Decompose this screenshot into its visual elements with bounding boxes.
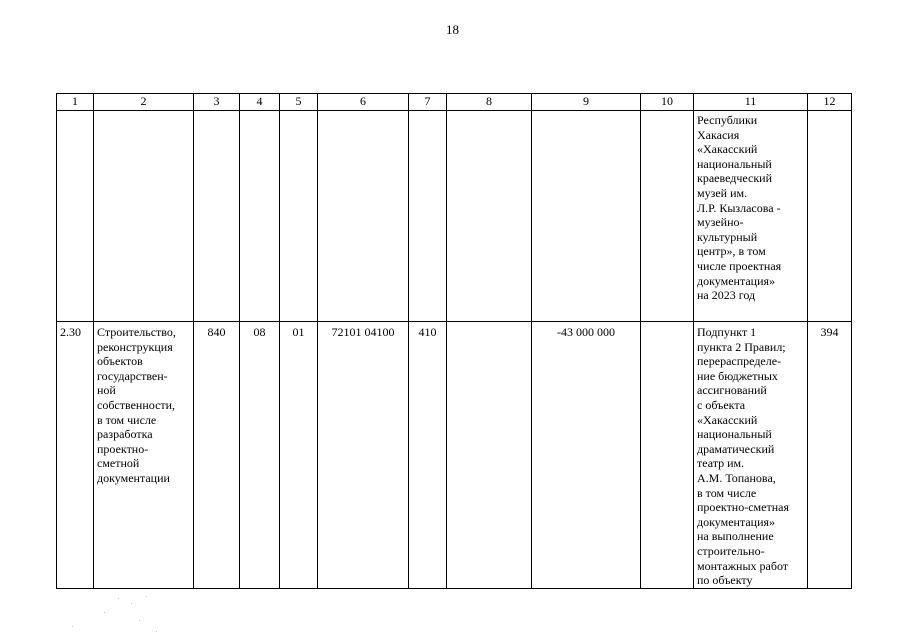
cell-empty <box>641 111 694 322</box>
text-line: пункта 2 Правил; <box>697 339 786 354</box>
text-line: «Хакасский <box>697 412 758 427</box>
text-line: документации <box>97 470 170 485</box>
text-line: в том числе <box>97 412 157 427</box>
header-col-5: 5 <box>280 94 318 111</box>
cell-col-5: 01 <box>280 322 318 589</box>
header-col-8: 8 <box>447 94 532 111</box>
text-line: собственности, <box>97 397 176 412</box>
table-row-2-30 <box>57 322 852 589</box>
cell-empty <box>409 111 447 322</box>
header-col-10: 10 <box>641 94 694 111</box>
text-line: «Хакасский <box>697 142 758 157</box>
header-col-4: 4 <box>240 94 280 111</box>
cell-empty <box>318 111 409 322</box>
cell-row-number: 2.30 <box>57 322 94 589</box>
cell-basis <box>694 322 808 589</box>
cell-col-10 <box>641 322 694 589</box>
text-line: с объекта <box>697 397 746 412</box>
text-line: краеведческий <box>697 171 773 186</box>
text-line: музей им. <box>697 185 748 200</box>
cell-col-3: 840 <box>194 322 240 589</box>
text-line: монтажных работ <box>697 558 789 573</box>
text-line: национальный <box>697 156 772 171</box>
text-line: объектов <box>97 354 143 369</box>
cell-col-12: 394 <box>808 322 852 589</box>
text-line: Л.Р. Кызласова - <box>697 200 781 215</box>
cell-empty <box>240 111 280 322</box>
text-line: проектно-сметная <box>697 500 789 515</box>
cell-col-6: 72101 04100 <box>318 322 409 589</box>
cell-basis-continued <box>694 111 808 322</box>
text-line: разработка <box>97 427 153 442</box>
scan-artifact <box>139 620 140 621</box>
scan-artifact <box>118 598 119 599</box>
cell-empty <box>280 111 318 322</box>
text-line: в том числе <box>697 485 757 500</box>
cell-empty <box>447 111 532 322</box>
text-line: сметной <box>97 456 140 471</box>
scan-artifact <box>131 603 132 604</box>
header-col-7: 7 <box>409 94 447 111</box>
text-line: проектно- <box>97 441 149 456</box>
header-col-1: 1 <box>57 94 94 111</box>
page-number: 18 <box>446 22 459 37</box>
text-line: центр», в том <box>697 244 766 259</box>
cell-empty <box>57 111 94 322</box>
cell-empty <box>194 111 240 322</box>
text-line: документация» <box>697 514 776 529</box>
scan-artifact <box>156 631 157 632</box>
text-line: на выполнение <box>697 529 774 544</box>
cell-empty <box>94 111 194 322</box>
cell-object-name <box>94 322 194 589</box>
text-line: государствен- <box>97 368 168 383</box>
cell-col-7: 410 <box>409 322 447 589</box>
cell-amount: -43 000 000 <box>532 322 641 589</box>
text-line: Республики <box>697 113 758 127</box>
cell-col-8 <box>447 322 532 589</box>
header-col-2: 2 <box>94 94 194 111</box>
text-line: Строительство, <box>97 325 176 339</box>
header-col-12: 12 <box>808 94 852 111</box>
text-line: культурный <box>697 229 758 244</box>
header-col-9: 9 <box>532 94 641 111</box>
scan-artifact <box>146 596 147 597</box>
text-line: музейно- <box>697 215 744 230</box>
header-col-11: 11 <box>694 94 808 111</box>
table-row-continued <box>57 111 852 322</box>
cell-col-4: 08 <box>240 322 280 589</box>
text-line: на 2023 год <box>697 288 756 303</box>
text-line: ние бюджетных <box>697 368 778 383</box>
text-line: Хакасия <box>697 127 740 142</box>
text-line: по объекту <box>697 573 753 588</box>
header-col-6: 6 <box>318 94 409 111</box>
text-line: ассигнований <box>697 383 767 398</box>
text-line: театр им. <box>697 456 745 471</box>
text-line: драматический <box>697 441 775 456</box>
scan-artifact <box>72 626 73 627</box>
budget-table <box>56 93 852 589</box>
cell-empty <box>532 111 641 322</box>
header-row <box>57 94 852 111</box>
text-line: Подпункт 1 <box>697 325 757 339</box>
text-line: национальный <box>697 427 772 442</box>
text-line: строительно- <box>697 543 765 558</box>
text-line: ной <box>97 383 116 398</box>
text-line: А.М. Топанова, <box>697 470 776 485</box>
cell-empty <box>808 111 852 322</box>
text-line: документация» <box>697 273 776 288</box>
text-line: реконструкция <box>97 339 173 354</box>
scan-artifact <box>104 612 105 613</box>
text-line: перераспределе- <box>697 354 782 369</box>
header-col-3: 3 <box>194 94 240 111</box>
text-line: числе проектная <box>697 258 782 273</box>
